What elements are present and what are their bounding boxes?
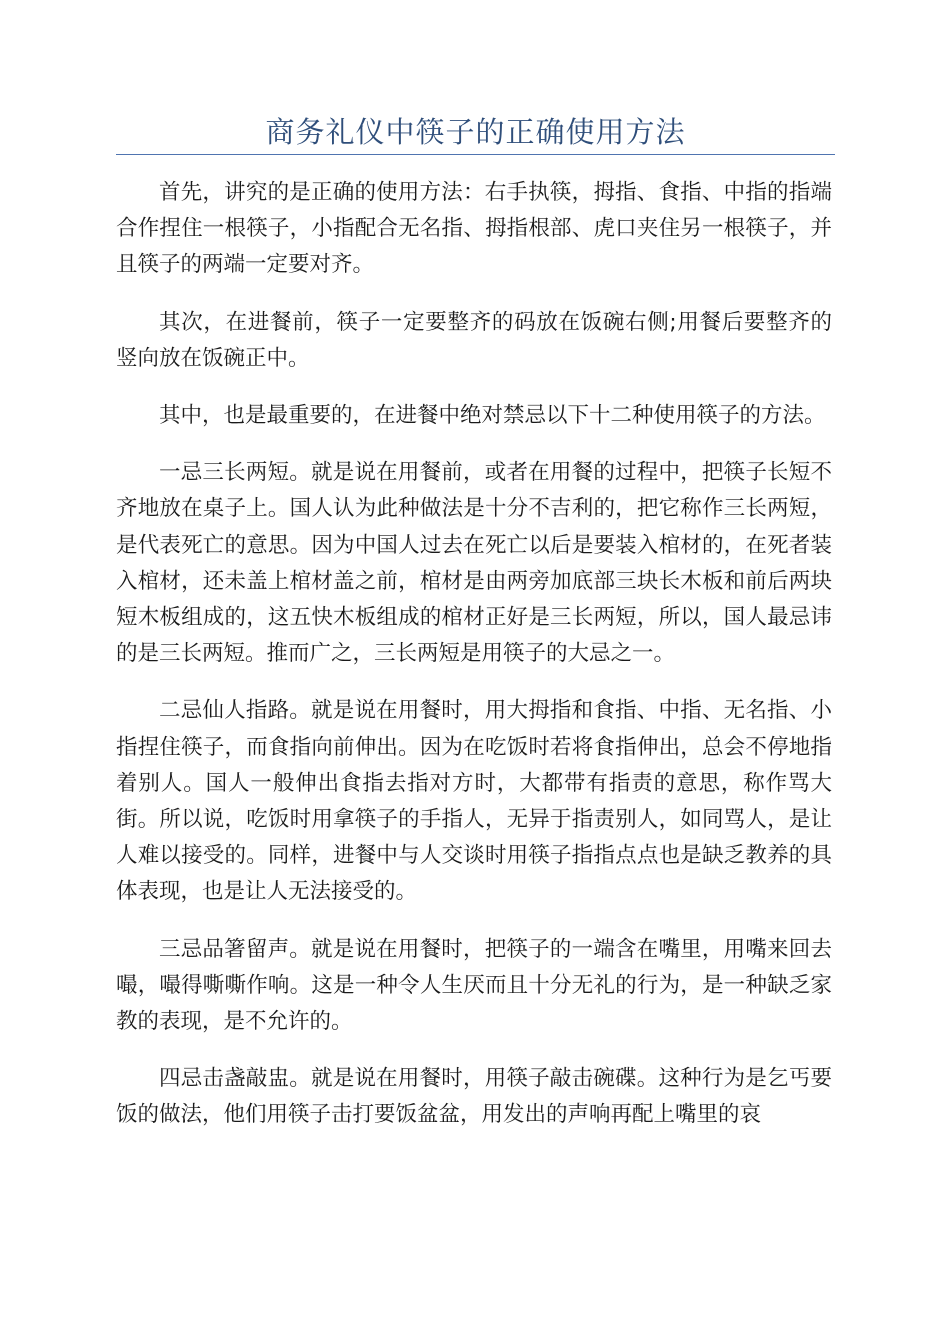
- paragraph: 其次，在进餐前，筷子一定要整齐的码放在饭碗右侧;用餐后要整齐的竖向放在饭碗正中。: [116, 309, 832, 371]
- paragraph: 四忌击盏敲盅。就是说在用餐时，用筷子敲击碗碟。这种行为是乞丐要饭的做法，他们用筷子击打要饭盆盆，用发出的声响再配上嘴里的哀: [116, 1066, 832, 1128]
- paragraph: 一忌三长两短。就是说在用餐前，或者在用餐的过程中，把筷子长短不齐地放在桌子上。国人认为此种做法是十分不吉利的，把它称作三长两短，是代表死亡的意思。因为中国人过去在死亡以后是要装入棺材的，在死者装入棺材，还未盖上棺材盖之前，棺材是由两旁加底部三块长木板和前后两块短木板组成的，这五快木板组成的棺材正好是三长两短，所以，国人最忌讳的是三长两短。推而广之，三长两短是用筷子的大忌之一。: [116, 460, 832, 667]
- document-title: 商务礼仪中筷子的正确使用方法: [265, 115, 686, 149]
- paragraph: 首先，讲究的是正确的使用方法：右手执筷，拇指、食指、中指的指端合作捏住一根筷子，小指配合无名指、拇指根部、虎口夹住另一根筷子，并且筷子的两端一定要对齐。: [116, 180, 832, 278]
- paragraph: 三忌品箸留声。就是说在用餐时，把筷子的一端含在嘴里，用嘴来回去嘬，嘬得嘶嘶作响。这是一种令人生厌而且十分无礼的行为，是一种缺乏家教的表现，是不允许的。: [116, 936, 832, 1035]
- paragraph: 二忌仙人指路。就是说在用餐时，用大拇指和食指、中指、无名指、小指捏住筷子，而食指向前伸出。因为在吃饭时若将食指伸出，总会不停地指着别人。国人一般伸出食指去指对方时，大都带有指责的意思，称作骂大街。所以说，吃饭时用拿筷子的手指人，无异于指责别人，如同骂人，是让人难以接受的。同样，进餐中与人交谈时用筷子指指点点也是缺乏教养的具体表现，也是让人无法接受的。: [116, 698, 832, 905]
- document-body: [116, 175, 832, 1155]
- title-underline: [116, 154, 835, 155]
- paragraph: 其中，也是最重要的，在进餐中绝对禁忌以下十二种使用筷子的方法。: [159, 403, 826, 429]
